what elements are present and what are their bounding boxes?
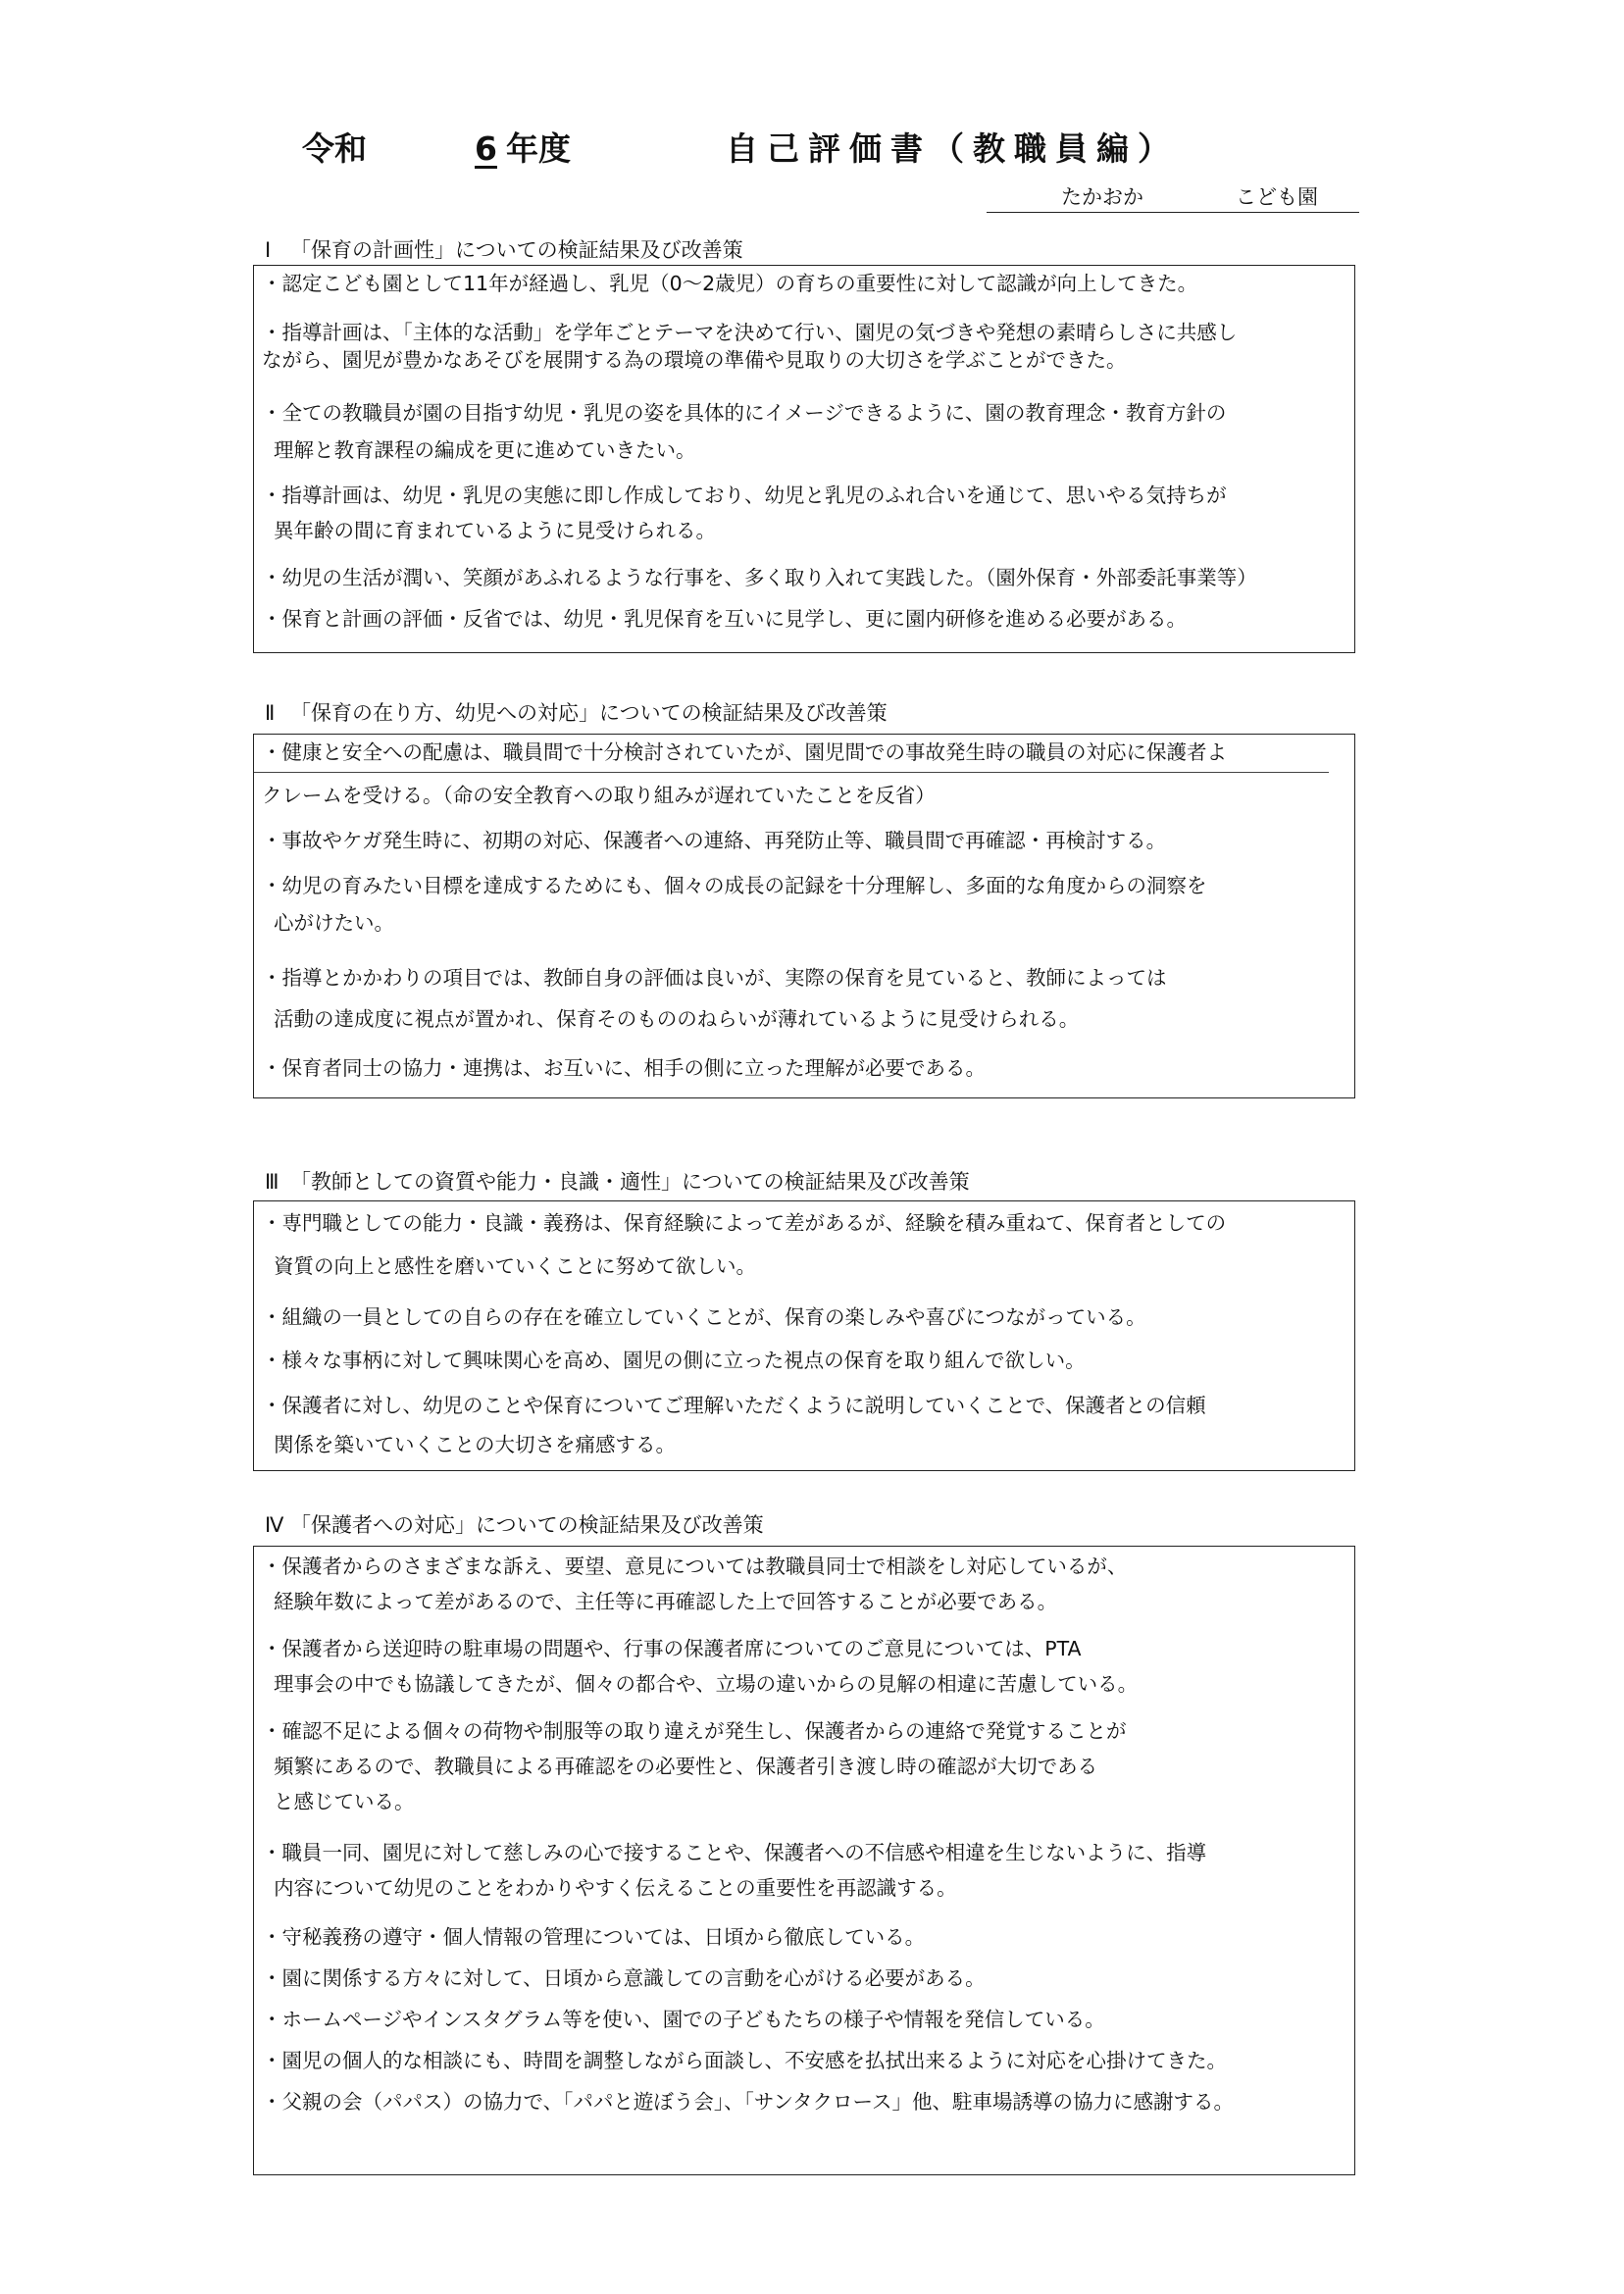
item-line: ・ホームページやインスタグラム等を使い、園での子どもたちの様子や情報を発信している。: [262, 2008, 1105, 2031]
section-heading: [265, 1510, 764, 1540]
item-line: ・指導計画は、幼児・乳児の実態に即し作成しており、幼児と乳児のふれ合いを通じて、思いやる気持ちが: [262, 484, 1227, 507]
section-number: Ⅱ: [265, 701, 276, 725]
row-divider: [254, 772, 1329, 773]
section-heading: [265, 1167, 970, 1197]
item-line: ・幼児の育みたい目標を達成するためにも、個々の成長の記録を十分理解し、多面的な角度からの洞察を: [262, 874, 1207, 897]
list-item: [262, 739, 1350, 766]
school-name-part2: こども園: [1236, 185, 1318, 209]
item-line: 心がけたい。: [274, 911, 394, 935]
item-line: ・保育と計画の評価・反省では、幼児・乳児保育を互いに見学し、更に園内研修を進める必要がある。: [262, 607, 1187, 631]
section-box: [253, 734, 1355, 1098]
item-line: ・指導計画は、「主体的な活動」を学年ごとテーマを決めて行い、園児の気づきや発想の素晴らしさに共感し: [262, 321, 1238, 344]
item-line: ・幼児の生活が潤い、笑顔があふれるような行事を、多く取り入れて実践した。（園外保育・外部委託事業等）: [262, 566, 1257, 589]
list-item: [262, 1303, 1350, 1331]
list-item: [262, 399, 1350, 464]
list-item: [262, 1839, 1350, 1902]
item-line: と感じている。: [274, 1790, 415, 1813]
item-line: ・様々な事柄に対して興味関心を高め、園児の側に立った視点の保育を取り組んで欲しい。: [262, 1349, 1086, 1372]
item-line: ・保護者から送迎時の駐車場の問題や、行事の保護者席についてのご意見については、PTA: [262, 1637, 1082, 1660]
section-box: [253, 1546, 1355, 2175]
item-line: ・全ての教職員が園の目指す幼児・乳児の姿を具体的にイメージできるように、園の教育理念・教育方針の: [262, 401, 1227, 425]
section-heading-text: 「教師としての資質や能力・良識・適性」についての検証結果及び改善策: [290, 1170, 970, 1194]
list-item: [262, 564, 1350, 591]
list-item: [262, 270, 1350, 297]
list-item: [262, 2047, 1350, 2074]
doc-title: 自己評価書（教職員編）: [726, 129, 1179, 168]
list-item: [262, 782, 1350, 809]
list-item: [262, 1054, 1350, 1082]
item-line: クレームを受ける。（命の安全教育への取り組みが遅れていたことを反省）: [262, 784, 936, 807]
list-item: [262, 1923, 1350, 1951]
list-item: [262, 1717, 1350, 1815]
list-item: [262, 2088, 1350, 2116]
list-item: [262, 1209, 1350, 1280]
item-line: 異年齢の間に育まれているように見受けられる。: [274, 519, 716, 542]
list-item: [262, 1635, 1350, 1698]
item-line: ・職員一同、園児に対して慈しみの心で接することや、保護者への不信感や相違を生じないように、指導: [262, 1841, 1207, 1864]
item-line: ・組織の一員としての自らの存在を確立していくことが、保育の楽しみや喜びにつながっている。: [262, 1305, 1146, 1329]
item-line: ・園児の個人的な相談にも、時間を調整しながら面談し、不安感を払拭出来るように対応を心掛けてきた。: [262, 2049, 1227, 2072]
item-line: ・確認不足による個々の荷物や制服等の取り違えが発生し、保護者からの連絡で発覚することが: [262, 1719, 1127, 1743]
section-heading-text: 「保護者への対応」についての検証結果及び改善策: [290, 1513, 764, 1537]
list-item: [262, 964, 1350, 1033]
item-line: ・保護者からのさまざまな訴え、要望、意見については教職員同士で相談をし対応しているが、: [262, 1555, 1128, 1578]
list-item: [262, 827, 1350, 854]
list-item: [262, 1392, 1350, 1458]
year-number: 6: [475, 129, 497, 168]
item-line: ・専門職としての能力・良識・義務は、保育経験によって差があるが、経験を積み重ねて、保育者としての: [262, 1211, 1227, 1235]
item-line: ・認定こども園として11年が経過し、乳児（0～2歳児）の育ちの重要性に対して認識が向上してきた。: [262, 272, 1198, 295]
section-heading: [265, 698, 888, 728]
section-heading: [265, 235, 743, 265]
section-heading-text: 「保育の在り方、幼児への対応」についての検証結果及び改善策: [290, 701, 888, 725]
item-line: 理事会の中でも協議してきたが、個々の都合や、立場の違いからの見解の相違に苦慮している。: [274, 1672, 1139, 1696]
item-line: 資質の向上と感性を磨いていくことに努めて欲しい。: [274, 1254, 756, 1278]
item-line: ・健康と安全への配慮は、職員間で十分検討されていたが、園児間での事故発生時の職員の対応に保護者よ: [262, 740, 1227, 764]
list-item: [262, 1553, 1350, 1615]
item-line: ・園に関係する方々に対して、日頃から意識しての言動を心がける必要がある。: [262, 1966, 986, 1990]
section-box: [253, 1200, 1355, 1471]
item-line: 経験年数によって差があるので、主任等に再確認した上で回答することが必要である。: [274, 1590, 1058, 1613]
list-item: [262, 2006, 1350, 2033]
item-line: ・指導とかかわりの項目では、教師自身の評価は良いが、実際の保育を見ていると、教師によっては: [262, 966, 1167, 990]
school-name-line: [987, 182, 1359, 213]
item-line: ・守秘義務の遵守・個人情報の管理については、日頃から徹底している。: [262, 1925, 926, 1949]
list-item: [262, 319, 1350, 374]
section-heading-text: 「保育の計画性」についての検証結果及び改善策: [290, 238, 743, 262]
item-line: ・保護者に対し、幼児のことや保育についてご理解いただくように説明していくことで、保護者との信頼: [262, 1394, 1206, 1417]
document-title: [0, 126, 1624, 173]
list-item: [262, 872, 1350, 937]
item-line: 内容について幼児のことをわかりやすく伝えることの重要性を再認識する。: [274, 1876, 957, 1900]
item-line: 活動の達成度に視点が置かれ、保育そのもののねらいが薄れているように見受けられる。: [274, 1007, 1080, 1031]
item-line: 理解と教育課程の編成を更に進めていきたい。: [274, 438, 696, 462]
item-line: ・事故やケガ発生時に、初期の対応、保護者への連絡、再発防止等、職員間で再確認・再検討する。: [262, 829, 1167, 852]
item-line: ながら、園児が豊かなあそびを展開する為の環境の準備や見取りの大切さを学ぶことができた。: [262, 348, 1127, 372]
item-line: ・父親の会（パパス）の協力で、「パパと遊ぼう会」、「サンタクロース」他、駐車場誘導の協力に感謝する。: [262, 2090, 1234, 2114]
item-line: 関係を築いていくことの大切さを痛感する。: [274, 1433, 676, 1456]
section-number: Ⅲ: [265, 1170, 279, 1194]
list-item: [262, 1964, 1350, 1992]
list-item: [262, 482, 1350, 544]
year-label: 年度: [506, 129, 571, 168]
item-line: 頻繁にあるので、教職員による再確認をの必要性と、保護者引き渡し時の確認が大切である: [274, 1755, 1098, 1778]
list-item: [262, 1347, 1350, 1374]
section-number: Ⅳ: [265, 1513, 284, 1537]
school-name-part1: たかおか: [1061, 185, 1143, 209]
section-number: Ⅰ: [265, 238, 272, 262]
era-label: 令和: [302, 129, 367, 168]
list-item: [262, 605, 1350, 633]
item-line: ・保育者同士の協力・連携は、お互いに、相手の側に立った理解が必要である。: [262, 1056, 986, 1080]
section-box: [253, 265, 1355, 653]
